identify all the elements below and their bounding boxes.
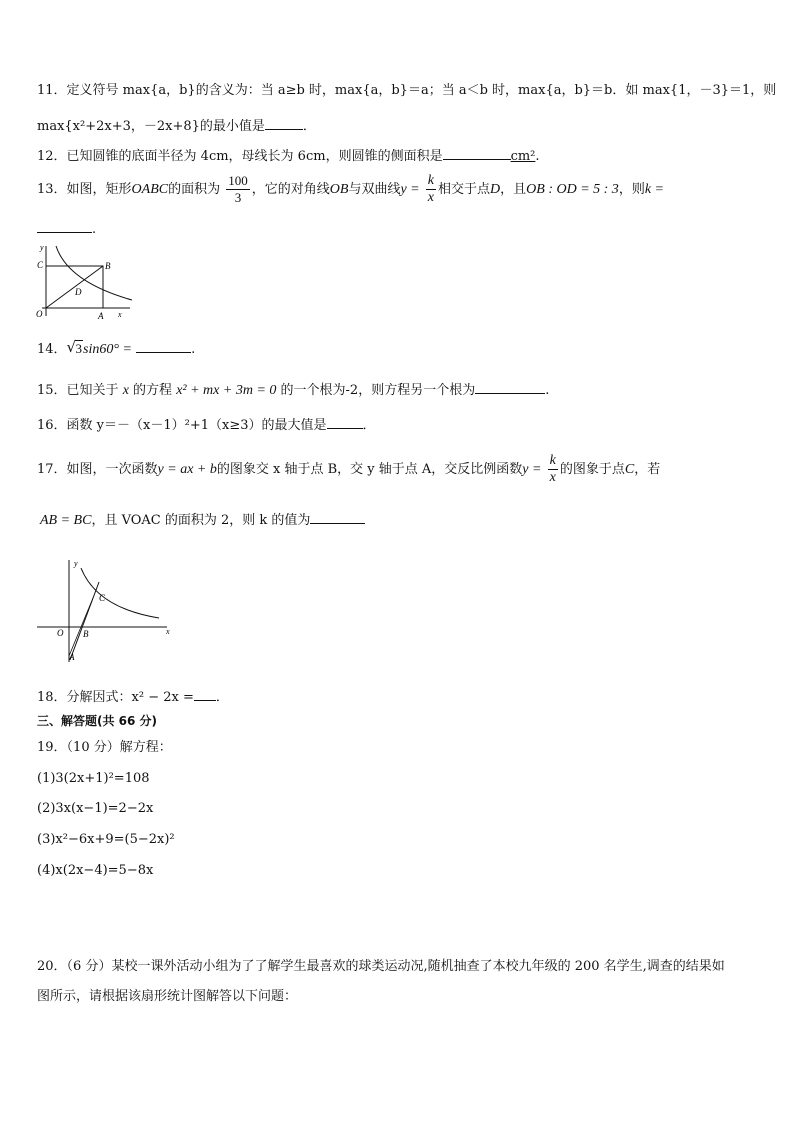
question-16 (37, 414, 376, 435)
q19-item-2: (2)3x(x−1)=2−2x (37, 801, 154, 816)
fig13-label-x: x (118, 310, 122, 319)
answer-blank[interactable] (37, 218, 92, 233)
q18-text: 18．分解因式： (37, 690, 132, 705)
q15-var: x (122, 383, 129, 398)
q13-end: . (92, 222, 97, 237)
q13-k-eq: k = (644, 182, 664, 197)
q19-item-1: (1)3(2x+1)²=108 (37, 771, 150, 786)
sqrt-3 (67, 339, 84, 360)
q17-end1: ，若 (634, 462, 661, 477)
q17-mid1: 的图象交 x 轴于点 B，交 y 轴于点 A，交反比例函数 (216, 462, 523, 477)
q18-expression: x² − 2x = (131, 690, 194, 705)
fraction-numerator: 100 (228, 173, 248, 188)
q13-rect-name: OABC (131, 182, 169, 197)
fig17-label-x: x (166, 627, 170, 636)
q17-k-over-x (548, 453, 558, 486)
q17-condition: AB = BC (40, 513, 92, 528)
q13-area-fraction (226, 173, 250, 206)
q17-point: C (624, 462, 635, 477)
q13-cond-text: ，且 (500, 182, 527, 197)
question-11-line1: 11．定义符号 max{a，b}的含义为：当 a≥b 时，max{a，b}＝a；当 a＜b 时，max{a，b}＝b．如 max{1，－3}＝1，则 (37, 83, 777, 98)
question-19-title: 19．（10 分）解方程： (37, 740, 172, 755)
question-17-line2 (40, 509, 365, 530)
fig17-label-A: A (69, 652, 75, 662)
question-13-line1 (37, 170, 664, 210)
q19-item-4: (4)x(2x−4)=5−8x (37, 863, 154, 878)
q13-diag-text: ，它的对角线 (251, 182, 330, 197)
q17-y-eq: y = (522, 462, 542, 477)
q18-end: ． (215, 690, 229, 705)
q13-then: ，则 (618, 182, 645, 197)
question-20-line2: 图所示，请根据该扇形统计图解答以下问题： (37, 989, 298, 1004)
answer-blank[interactable] (194, 686, 216, 701)
q11-text: max{x²+2x+3，－2x+8}的最小值是 (37, 119, 265, 134)
fraction-denominator: x (427, 190, 434, 205)
q13-prefix: 13．如图，矩形 (37, 182, 132, 197)
answer-blank[interactable] (475, 379, 545, 394)
question-20-line1: 20．（6 分）某校一课外活动小组为了了解学生最喜欢的球类运动况,随机抽查了本校九年级的 200 名学生,调查的结果如 (37, 959, 725, 974)
q12-text: 12．已知圆锥的底面半径为 4cm，母线长为 6cm，则圆锥的侧面积是 (37, 149, 443, 164)
fig13-label-D: D (75, 287, 82, 297)
q16-text: 16．函数 y＝－（x－1）²+1（x≥3）的最大值是 (37, 418, 327, 433)
fig17-label-B: B (83, 629, 89, 639)
section-3-title: 三、解答题(共 66 分) (37, 714, 158, 728)
q17-prefix: 17．如图，一次函数 (37, 462, 158, 477)
question-14 (37, 338, 195, 360)
q15-equation: x² + mx + 3m = 0 (176, 383, 277, 398)
q14-end: . (191, 342, 196, 357)
fig13-label-y: y (40, 243, 44, 252)
q13-ratio: OB : OD = 5 : 3 (526, 182, 619, 197)
q16-end: ． (362, 418, 376, 433)
q17-line2-text: ，且 VOAC 的面积为 2，则 k 的值为 (91, 513, 311, 528)
q13-diag-name: OB (329, 182, 349, 197)
sqrt-symbol: √ (66, 338, 77, 356)
question-15 (37, 379, 549, 400)
q13-k-over-x (426, 173, 436, 206)
question-18 (37, 686, 229, 707)
q14-prefix: 14． (37, 342, 67, 357)
fig17-label-C: C (99, 593, 106, 603)
question-12 (37, 145, 540, 166)
fig13-label-A: A (98, 311, 104, 321)
linear-function-line (70, 582, 99, 660)
q12-unit: cm² (510, 149, 536, 164)
q13-y-eq: y = (400, 182, 420, 197)
fig13-label-B: B (105, 261, 111, 271)
fraction-numerator: k (427, 173, 434, 188)
q15-eq-text: 的方程 (133, 383, 173, 398)
answer-blank[interactable] (443, 145, 511, 160)
fig17-label-y: y (74, 559, 78, 568)
figure-13-rectangle-hyperbola (32, 240, 136, 322)
q14-expression: sin60° = (83, 342, 132, 357)
q17-linear-eq: y = ax + b (157, 462, 217, 477)
q11-end: ． (302, 119, 316, 134)
question-17-line1 (37, 450, 660, 490)
q13-intersect-text: 相交于点 (438, 182, 491, 197)
figure-17-line-hyperbola (35, 556, 175, 668)
q13-area-text: 的面积为 (168, 182, 221, 197)
q15-prefix: 15．已知关于 (37, 383, 119, 398)
q13-hyper-text: 与双曲线 (348, 182, 401, 197)
fraction-denominator: x (549, 470, 556, 485)
radicand: 3 (75, 341, 83, 356)
answer-blank[interactable] (136, 338, 191, 353)
answer-blank[interactable] (327, 414, 363, 429)
fraction-denominator: 3 (234, 190, 242, 205)
answer-blank[interactable] (265, 115, 303, 130)
fig13-label-O: O (36, 309, 43, 319)
q13-point: D (490, 182, 501, 197)
fig13-label-C: C (37, 260, 44, 270)
q19-item-3: (3)x²−6x+9=(5−2x)² (37, 832, 175, 847)
question-13-line2 (37, 218, 96, 239)
answer-blank[interactable] (310, 509, 365, 524)
fraction-numerator: k (549, 453, 556, 468)
q17-mid2: 的图象于点 (559, 462, 625, 477)
q15-end: . (545, 383, 550, 398)
question-11-line2 (37, 115, 316, 136)
q15-suffix: 的一个根为-2，则方程另一个根为 (280, 383, 476, 398)
fig17-label-O: O (57, 628, 64, 638)
hyperbola-curve (81, 568, 159, 618)
q12-end: . (535, 149, 540, 164)
